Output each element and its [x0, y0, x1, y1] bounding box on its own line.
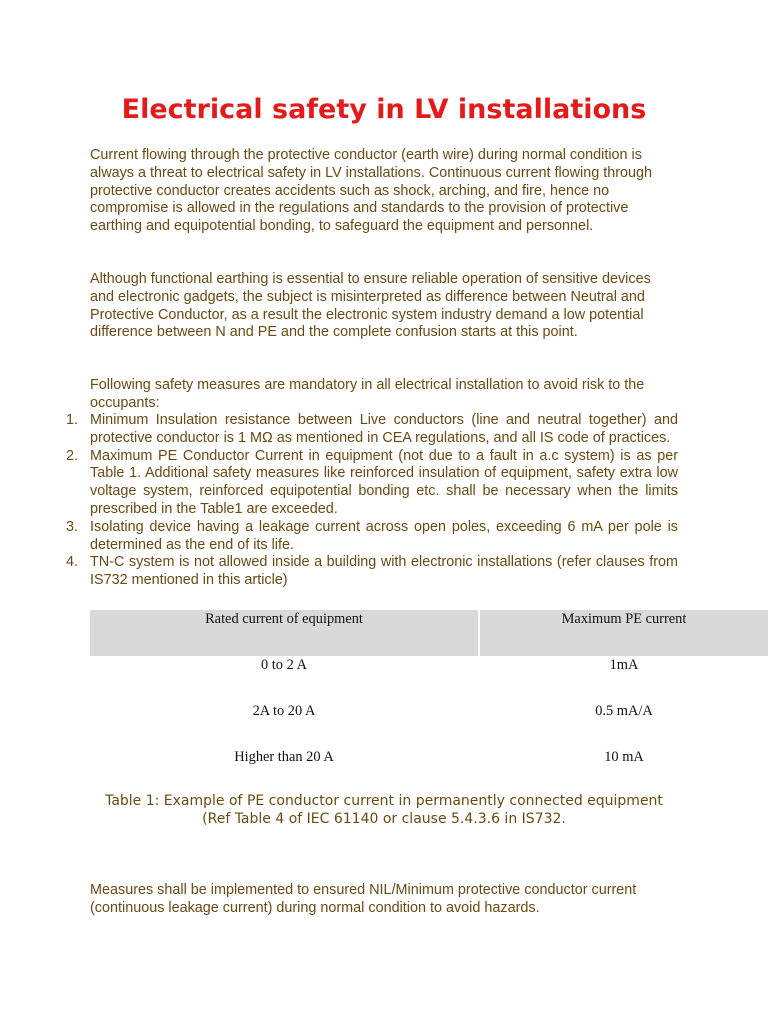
list-item-text: Maximum PE Conductor Current in equipment (not due to a fault in a.c system) is as per Table 1. Additional safety measures like reinforced insulation of equipment, safety extra low voltage system, reinforced equipotential bonding etc. shall be necessary when the limits prescribed in the Table1 are exceeded.: [90, 447, 678, 517]
table-caption-line: Table 1: Example of PE conductor current in permanently connected equipment: [105, 793, 663, 809]
safety-measures-list: [66, 412, 678, 590]
table-header-cell: Rated current of equipment: [90, 610, 478, 656]
table-row: [90, 656, 768, 702]
list-item-number: 3.: [66, 518, 79, 535]
table-header-row: [90, 610, 768, 656]
list-item: [66, 447, 678, 519]
list-item-text: Isolating device having a leakage current across open poles, exceeding 6 mA per pole is determined as the end of its life.: [90, 518, 678, 553]
table-cell: 10 mA: [604, 749, 644, 765]
list-item: [66, 554, 678, 590]
paragraph-safety-measures-intro: Following safety measures are mandatory in all electrical installation to avoid risk to the occupants:: [90, 377, 645, 411]
table-cell: 0 to 2 A: [261, 657, 307, 673]
table-row: [90, 748, 768, 794]
list-item-number: 2.: [66, 447, 79, 464]
table-cell: 2A to 20 A: [252, 703, 316, 719]
table-row: [90, 702, 768, 748]
document-title: Electrical safety in LV installations: [121, 94, 647, 125]
table-cell: 1mA: [609, 657, 639, 673]
paragraph-closing: Measures shall be implemented to ensured NIL/Minimum protective conductor current (continuous leakage current) during normal condition to avoid hazards.: [90, 882, 637, 916]
table-cell: Higher than 20 A: [234, 749, 334, 765]
paragraph-intro: Current flowing through the protective conductor (earth wire) during normal condition is always a threat to electrical safety in LV installations. Continuous current flowing through protective conductor creates accidents such as shock, arching, and fire, hence no compromise is allowed in the regulations and standards to the provision of protective earthing and equipotential bonding, to safeguard the equipment and personnel.: [90, 147, 653, 235]
table-cell: 0.5 mA/A: [595, 703, 653, 719]
table-header-cell: Maximum PE current: [480, 610, 768, 656]
list-item-number: 1.: [66, 412, 79, 428]
list-item: [66, 412, 678, 448]
list-item-text: TN-C system is not allowed inside a building with electronic installations (refer clauses from IS732 mentioned in this article): [90, 554, 678, 589]
list-item-text: Minimum Insulation resistance between Live conductors (line and neutral together) and protective conductor is 1 MΩ as mentioned in CEA regulations, and all IS code of practices.: [90, 412, 678, 446]
table-caption: [90, 792, 678, 828]
table-caption-reference: (Ref Table 4 of IEC 61140 or clause 5.4.3.6 in IS732.: [202, 811, 566, 827]
list-item: [66, 518, 678, 555]
paragraph-functional-earthing: Although functional earthing is essential to ensure reliable operation of sensitive devices and electronic gadgets, the subject is misinterpreted as difference between Neutral and Protective Conductor, as a result the electronic system industry demand a low potential difference between N and PE and the complete confusion starts at this point.: [90, 271, 651, 341]
pe-current-table: [90, 610, 768, 794]
list-item-number: 4.: [66, 554, 79, 571]
